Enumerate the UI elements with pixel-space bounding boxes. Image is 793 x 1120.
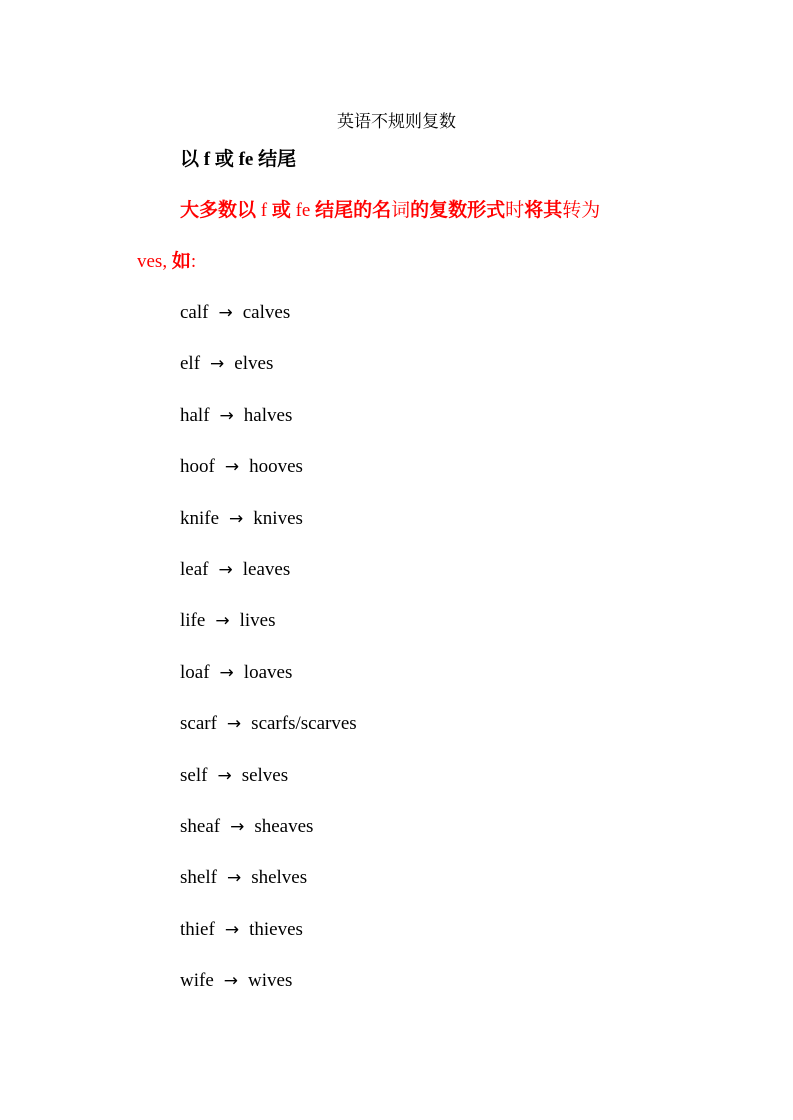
plural-word: lives xyxy=(239,610,276,632)
plural-word: sheaves xyxy=(254,815,314,837)
right-arrow-icon: → xyxy=(224,457,240,478)
list-item xyxy=(180,403,357,454)
singular-word: shelf xyxy=(180,867,217,889)
plural-word: elves xyxy=(234,353,274,375)
list-item xyxy=(180,660,357,711)
rule-fragment: 或 xyxy=(267,200,296,221)
rule-text-line-2 xyxy=(137,249,196,275)
list-item xyxy=(180,300,357,351)
rule-fragment: : xyxy=(190,251,197,272)
plural-word: thieves xyxy=(249,918,303,940)
singular-word: sheaf xyxy=(180,815,221,837)
right-arrow-icon: → xyxy=(226,714,242,735)
right-arrow-icon: → xyxy=(210,354,225,375)
singular-word: elf xyxy=(180,353,201,375)
list-item xyxy=(180,763,357,814)
list-item xyxy=(180,454,357,505)
list-item xyxy=(180,917,357,968)
rule-fragment: fe xyxy=(295,200,311,221)
rule-fragment: 大多数以 xyxy=(180,200,261,221)
rule-fragment: 的复数形式 xyxy=(410,200,506,221)
rule-fragment: 结尾的名 xyxy=(310,200,392,221)
plural-word: leaves xyxy=(242,558,291,580)
right-arrow-icon: → xyxy=(218,559,233,580)
plural-word: loaves xyxy=(243,661,293,683)
list-item xyxy=(180,506,357,557)
singular-word: leaf xyxy=(180,558,209,580)
list-item xyxy=(180,968,357,1019)
plural-word: wives xyxy=(248,970,293,992)
list-item xyxy=(180,711,357,762)
right-arrow-icon: → xyxy=(230,816,245,837)
singular-word: wife xyxy=(180,970,214,992)
singular-word: scarf xyxy=(180,713,217,735)
singular-word: hoof xyxy=(180,456,215,478)
plural-word: selves xyxy=(241,764,289,786)
rule-fragment: 如 xyxy=(171,251,191,272)
rule-fragment: 转为 xyxy=(562,200,601,221)
right-arrow-icon: → xyxy=(229,508,244,529)
singular-word: self xyxy=(180,764,208,786)
right-arrow-icon: → xyxy=(218,303,233,323)
section-heading: 以 f 或 fe 结尾 xyxy=(180,149,297,170)
right-arrow-icon: → xyxy=(215,611,230,632)
right-arrow-icon: → xyxy=(226,868,242,889)
right-arrow-icon: → xyxy=(219,405,234,426)
rule-fragment: f xyxy=(260,200,268,221)
list-item xyxy=(180,351,357,402)
singular-word: loaf xyxy=(180,661,210,683)
singular-word: life xyxy=(180,610,206,632)
singular-word: thief xyxy=(180,918,215,940)
list-item xyxy=(180,814,357,865)
rule-fragment: 词 xyxy=(391,200,411,221)
plural-word: hooves xyxy=(249,456,303,478)
rule-fragment: 将其 xyxy=(524,200,563,221)
list-item xyxy=(180,608,357,659)
singular-word: calf xyxy=(180,302,209,323)
right-arrow-icon: → xyxy=(217,765,232,786)
list-item xyxy=(180,557,357,608)
plural-word: scarfs/scarves xyxy=(251,713,357,735)
plural-examples-list xyxy=(180,300,357,1019)
document-title: 英语不规则复数 xyxy=(337,112,456,132)
right-arrow-icon: → xyxy=(224,919,240,940)
rule-fragment: 时 xyxy=(505,200,525,221)
plural-word: halves xyxy=(243,404,293,426)
rule-fragment: ves, xyxy=(137,251,172,272)
plural-word: shelves xyxy=(251,867,308,889)
plural-word: calves xyxy=(242,302,291,323)
singular-word: half xyxy=(180,404,210,426)
list-item xyxy=(180,865,357,916)
singular-word: knife xyxy=(180,507,220,529)
rule-text-line-1 xyxy=(180,198,600,224)
right-arrow-icon: → xyxy=(219,662,234,683)
plural-word: knives xyxy=(253,507,303,529)
right-arrow-icon: → xyxy=(223,971,239,992)
